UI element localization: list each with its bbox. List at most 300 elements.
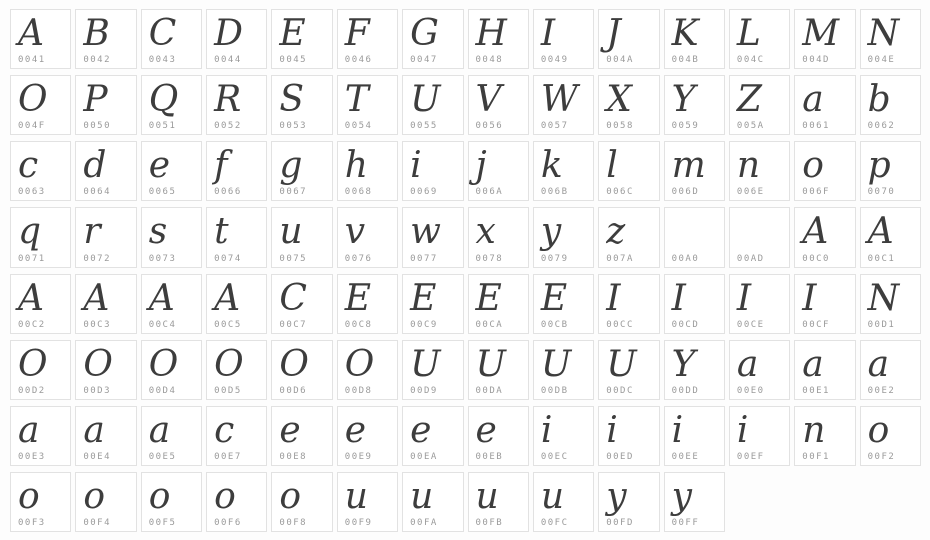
glyph-preview: t xyxy=(214,211,229,253)
glyph-cell xyxy=(664,406,725,466)
glyph-preview: b xyxy=(867,79,891,121)
glyph-cell xyxy=(402,207,463,267)
glyph-cell xyxy=(860,340,921,400)
glyph-cell xyxy=(468,9,529,69)
glyph-preview: A xyxy=(867,211,894,253)
glyph-preview: A xyxy=(148,277,175,319)
glyph-cell xyxy=(533,472,594,532)
glyph-code-label: 004F xyxy=(18,121,46,132)
glyph-preview: u xyxy=(344,475,368,517)
glyph-cell xyxy=(337,406,398,466)
glyph-preview: O xyxy=(18,343,48,385)
glyph-preview: y xyxy=(671,475,692,517)
glyph-cell xyxy=(402,75,463,135)
glyph-preview: i xyxy=(410,145,422,187)
glyph-code-label: 00DA xyxy=(475,385,504,396)
glyph-code-label: 0058 xyxy=(606,121,634,132)
glyph-preview: R xyxy=(214,79,242,121)
glyph-code-label: 0061 xyxy=(802,121,830,132)
glyph-cell xyxy=(10,340,71,400)
glyph-code-label: 00EC xyxy=(540,451,569,462)
glyph-preview: J xyxy=(606,13,621,54)
glyph-cell xyxy=(533,141,594,201)
glyph-cell xyxy=(271,340,332,400)
glyph-cell xyxy=(271,9,332,69)
glyph-preview: Y xyxy=(671,79,696,121)
glyph-preview: X xyxy=(606,79,632,121)
glyph-cell xyxy=(468,340,529,400)
glyph-preview: S xyxy=(279,79,305,121)
glyph-preview: O xyxy=(214,343,244,385)
glyph-cell xyxy=(75,274,136,334)
glyph-code-label: 00C8 xyxy=(344,319,373,330)
glyph-code-label: 00D3 xyxy=(83,385,112,396)
glyph-preview: i xyxy=(606,409,618,451)
glyph-code-label: 00F8 xyxy=(279,518,308,528)
glyph-cell xyxy=(598,340,659,400)
glyph-preview: N xyxy=(867,13,900,54)
glyph-code-label: 0064 xyxy=(83,187,112,198)
glyph-code-label: 00E3 xyxy=(18,451,46,462)
glyph-preview: A xyxy=(18,13,44,54)
glyph-code-label: 004C xyxy=(736,55,765,66)
glyph-preview: o xyxy=(214,475,236,517)
glyph-code-label: 00C3 xyxy=(83,319,112,330)
glyph-cell xyxy=(598,141,659,201)
glyph-code-label: 005A xyxy=(736,121,765,132)
glyph-code-label: 0078 xyxy=(475,253,504,264)
glyph-code-label: 00CF xyxy=(802,319,830,330)
glyph-cell xyxy=(598,75,659,135)
glyph-cell xyxy=(75,406,136,466)
glyph-code-label: 00EE xyxy=(671,451,700,462)
glyph-cell xyxy=(10,472,71,532)
glyph-cell xyxy=(402,340,463,400)
glyph-cell xyxy=(206,9,267,69)
glyph-preview: c xyxy=(214,409,235,451)
glyph-code-label: 00FB xyxy=(475,518,504,528)
glyph-code-label: 0044 xyxy=(214,55,242,66)
glyph-code-label: 0051 xyxy=(148,121,177,132)
glyph-code-label: 00AD xyxy=(736,253,765,264)
glyph-preview: N xyxy=(867,277,900,319)
glyph-preview: e xyxy=(279,409,301,451)
glyph-cell xyxy=(860,75,921,135)
glyph-code-label: 0075 xyxy=(279,253,308,264)
glyph-preview: u xyxy=(410,475,434,517)
glyph-code-label: 00E0 xyxy=(736,385,765,396)
glyph-cell xyxy=(206,274,267,334)
glyph-preview: w xyxy=(410,211,441,253)
glyph-code-label: 006E xyxy=(736,187,765,198)
glyph-code-label: 00F6 xyxy=(214,518,242,528)
glyph-preview: s xyxy=(148,211,168,253)
glyph-preview: D xyxy=(214,13,243,54)
glyph-cell xyxy=(141,274,202,334)
glyph-cell xyxy=(664,9,725,69)
glyph-cell xyxy=(794,274,855,334)
glyph-code-label: 00C5 xyxy=(214,319,242,330)
glyph-preview: o xyxy=(83,475,106,517)
glyph-cell xyxy=(75,340,136,400)
glyph-code-label: 0045 xyxy=(279,55,308,66)
glyph-code-label: 00DD xyxy=(671,385,700,396)
glyph-preview: I xyxy=(736,277,752,319)
glyph-preview: r xyxy=(83,211,101,253)
glyph-preview: u xyxy=(475,475,499,517)
glyph-code-label: 00D2 xyxy=(18,385,46,396)
glyph-preview: q xyxy=(18,211,42,253)
glyph-code-label: 006C xyxy=(606,187,634,198)
glyph-preview: U xyxy=(475,343,506,385)
glyph-code-label: 00C4 xyxy=(148,319,177,330)
glyph-cell xyxy=(533,406,594,466)
glyph-cell xyxy=(206,340,267,400)
glyph-code-label: 0046 xyxy=(344,55,373,66)
glyph-code-label: 0057 xyxy=(540,121,569,132)
glyph-preview: O xyxy=(18,79,48,121)
glyph-preview: H xyxy=(475,13,507,54)
glyph-code-label: 006A xyxy=(475,187,504,198)
glyph-code-label: 0052 xyxy=(214,121,242,132)
glyph-code-label: 00C0 xyxy=(802,253,830,264)
glyph-preview: U xyxy=(410,79,441,121)
glyph-cell xyxy=(337,472,398,532)
glyph-cell xyxy=(794,406,855,466)
glyph-cell xyxy=(729,340,790,400)
glyph-cell xyxy=(533,340,594,400)
glyph-code-label: 0068 xyxy=(344,187,373,198)
glyph-code-label: 00F3 xyxy=(18,518,46,528)
glyph-code-label: 00F9 xyxy=(344,518,373,528)
glyph-code-label: 0056 xyxy=(475,121,504,132)
glyph-code-label: 0055 xyxy=(410,121,438,132)
glyph-cell xyxy=(533,75,594,135)
glyph-preview: o xyxy=(18,475,40,517)
glyph-code-label: 00D1 xyxy=(867,319,896,330)
glyph-cell xyxy=(206,406,267,466)
glyph-code-label: 00E5 xyxy=(148,451,177,462)
glyph-cell xyxy=(794,9,855,69)
glyph-code-label: 0041 xyxy=(18,55,46,66)
glyph-code-label: 0043 xyxy=(148,55,177,66)
glyph-preview: I xyxy=(606,277,621,319)
glyph-code-label: 006B xyxy=(540,187,569,198)
glyph-code-label: 0077 xyxy=(410,253,438,264)
glyph-cell xyxy=(10,207,71,267)
glyph-code-label: 004B xyxy=(671,55,700,66)
glyph-preview: f xyxy=(214,145,228,187)
glyph-code-label: 0066 xyxy=(214,187,242,198)
glyph-cell xyxy=(860,207,921,267)
glyph-cell xyxy=(729,141,790,201)
glyph-code-label: 00CD xyxy=(671,319,700,330)
glyph-cell xyxy=(664,340,725,400)
glyph-code-label: 00E4 xyxy=(83,451,112,462)
glyph-cell xyxy=(598,207,659,267)
glyph-code-label: 00EA xyxy=(410,451,438,462)
glyph-code-label: 007A xyxy=(606,253,634,264)
glyph-cell xyxy=(664,75,725,135)
glyph-preview: V xyxy=(475,79,502,121)
glyph-code-label: 0054 xyxy=(344,121,373,132)
glyph-preview: O xyxy=(344,343,375,385)
glyph-code-label: 00A0 xyxy=(671,253,700,264)
glyph-preview: Z xyxy=(736,79,762,121)
glyph-preview: C xyxy=(279,277,307,319)
glyph-code-label: 00FA xyxy=(410,518,438,528)
glyph-preview: a xyxy=(83,409,105,451)
glyph-preview: y xyxy=(540,211,562,253)
glyph-cell xyxy=(402,141,463,201)
glyph-preview: E xyxy=(540,277,568,319)
glyph-preview: g xyxy=(279,145,303,187)
glyph-cell xyxy=(860,406,921,466)
glyph-cell xyxy=(598,9,659,69)
glyph-code-label: 00F1 xyxy=(802,451,830,462)
glyph-cell xyxy=(402,406,463,466)
glyph-cell xyxy=(10,75,71,135)
glyph-preview: e xyxy=(475,409,497,451)
glyph-cell xyxy=(271,141,332,201)
glyph-preview: W xyxy=(540,79,578,121)
glyph-cell xyxy=(664,141,725,201)
glyph-preview: U xyxy=(606,343,637,385)
glyph-code-label: 0059 xyxy=(671,121,700,132)
glyph-code-label: 00D9 xyxy=(410,385,438,396)
glyph-cell xyxy=(271,75,332,135)
glyph-cell xyxy=(337,340,398,400)
glyph-cell xyxy=(10,406,71,466)
glyph-preview: c xyxy=(18,145,39,187)
glyph-preview: a xyxy=(148,409,171,451)
glyph-cell xyxy=(271,274,332,334)
glyph-code-label: 00CB xyxy=(540,319,569,330)
glyph-code-label: 00C7 xyxy=(279,319,308,330)
glyph-cell xyxy=(402,274,463,334)
glyph-preview: Y xyxy=(671,343,696,385)
glyph-preview: u xyxy=(540,475,565,517)
glyph-cell xyxy=(10,274,71,334)
glyph-cell xyxy=(206,207,267,267)
glyph-preview: j xyxy=(475,145,487,187)
glyph-cell xyxy=(664,207,725,267)
glyph-preview: m xyxy=(671,145,706,187)
glyph-code-label: 0065 xyxy=(148,187,177,198)
glyph-preview: C xyxy=(148,13,177,54)
glyph-code-label: 0076 xyxy=(344,253,373,264)
glyph-preview: h xyxy=(344,145,368,187)
glyph-cell xyxy=(337,274,398,334)
glyph-code-label: 0072 xyxy=(83,253,112,264)
glyph-code-label: 0062 xyxy=(867,121,896,132)
glyph-code-label: 006D xyxy=(671,187,700,198)
glyph-cell xyxy=(402,9,463,69)
glyph-code-label: 0070 xyxy=(867,187,896,198)
glyph-preview: e xyxy=(344,409,367,451)
glyph-cell xyxy=(468,274,529,334)
glyph-code-label: 0067 xyxy=(279,187,308,198)
glyph-code-label: 00ED xyxy=(606,451,634,462)
glyph-preview: B xyxy=(83,13,110,54)
glyph-code-label: 00E1 xyxy=(802,385,830,396)
glyph-cell xyxy=(533,207,594,267)
glyph-cell xyxy=(533,274,594,334)
glyph-cell xyxy=(402,472,463,532)
glyph-cell xyxy=(10,9,71,69)
glyph-preview: a xyxy=(802,79,824,121)
glyph-preview xyxy=(730,208,789,256)
glyph-cell xyxy=(206,141,267,201)
glyph-cell xyxy=(729,207,790,267)
glyph-preview: E xyxy=(410,277,437,319)
glyph-preview: E xyxy=(279,13,306,54)
glyph-preview: i xyxy=(540,409,553,451)
glyph-code-label: 00F2 xyxy=(867,451,896,462)
glyph-cell xyxy=(794,340,855,400)
glyph-code-label: 00FC xyxy=(540,518,569,528)
glyph-preview: a xyxy=(736,343,759,385)
glyph-preview: O xyxy=(83,343,113,385)
glyph-cell xyxy=(75,472,136,532)
glyph-preview: I xyxy=(802,277,817,319)
glyph-preview: p xyxy=(867,145,891,187)
glyph-code-label: 00CC xyxy=(606,319,634,330)
glyph-code-label: 00DC xyxy=(606,385,634,396)
glyph-preview: E xyxy=(475,277,502,319)
glyph-preview xyxy=(665,208,724,256)
glyph-code-label: 00FD xyxy=(606,518,634,528)
glyph-cell xyxy=(794,141,855,201)
glyph-cell xyxy=(860,141,921,201)
glyph-preview: e xyxy=(148,145,171,187)
glyph-cell xyxy=(468,207,529,267)
glyph-preview: A xyxy=(214,277,241,319)
glyph-preview: a xyxy=(802,343,824,385)
glyph-preview: E xyxy=(344,277,372,319)
glyph-code-label: 004A xyxy=(606,55,634,66)
glyph-cell xyxy=(598,472,659,532)
glyph-cell xyxy=(271,472,332,532)
glyph-preview: o xyxy=(802,145,824,187)
glyph-cell xyxy=(337,141,398,201)
glyph-preview: L xyxy=(736,13,761,54)
glyph-cell xyxy=(337,75,398,135)
glyph-code-label: 0049 xyxy=(540,55,569,66)
glyph-cell xyxy=(141,340,202,400)
glyph-cell xyxy=(729,75,790,135)
glyph-preview: F xyxy=(344,13,370,54)
glyph-cell xyxy=(141,406,202,466)
glyph-code-label: 00CA xyxy=(475,319,504,330)
glyph-preview: U xyxy=(540,343,572,385)
glyph-cell xyxy=(729,274,790,334)
glyph-code-label: 00CE xyxy=(736,319,765,330)
glyph-preview: i xyxy=(671,409,684,451)
glyph-preview: o xyxy=(867,409,890,451)
glyph-cell xyxy=(75,75,136,135)
glyph-cell xyxy=(468,406,529,466)
glyph-cell xyxy=(337,207,398,267)
glyph-cell xyxy=(75,207,136,267)
glyph-code-label: 0053 xyxy=(279,121,308,132)
glyph-preview: I xyxy=(540,13,556,54)
glyph-code-label: 0079 xyxy=(540,253,569,264)
glyph-code-label: 0042 xyxy=(83,55,112,66)
glyph-preview: y xyxy=(606,475,627,517)
glyph-code-label: 00F5 xyxy=(148,518,177,528)
glyph-code-label: 0047 xyxy=(410,55,438,66)
glyph-cell xyxy=(75,9,136,69)
glyph-preview: k xyxy=(540,145,563,187)
glyph-code-label: 0071 xyxy=(18,253,46,264)
glyph-preview: n xyxy=(802,409,826,451)
glyph-cell xyxy=(729,9,790,69)
glyph-code-label: 00D5 xyxy=(214,385,242,396)
glyph-cell xyxy=(598,274,659,334)
glyph-preview: M xyxy=(802,13,840,54)
glyph-cell xyxy=(468,472,529,532)
glyph-preview: A xyxy=(18,277,44,319)
glyph-preview: i xyxy=(736,409,749,451)
glyph-code-label: 00D4 xyxy=(148,385,177,396)
glyph-code-label: 00EF xyxy=(736,451,765,462)
glyph-preview: o xyxy=(148,475,171,517)
glyph-cell xyxy=(598,406,659,466)
glyph-cell xyxy=(206,472,267,532)
glyph-cell xyxy=(141,75,202,135)
glyph-code-label: 006F xyxy=(802,187,830,198)
glyph-cell xyxy=(533,9,594,69)
glyph-cell xyxy=(141,472,202,532)
glyph-code-label: 0048 xyxy=(475,55,504,66)
glyph-code-label: 00E9 xyxy=(344,451,373,462)
glyph-code-label: 0073 xyxy=(148,253,177,264)
glyph-code-label: 00E8 xyxy=(279,451,308,462)
glyph-preview: P xyxy=(83,79,108,121)
glyph-cell xyxy=(271,406,332,466)
glyph-preview: e xyxy=(410,409,432,451)
glyph-cell xyxy=(10,141,71,201)
glyph-cell xyxy=(860,9,921,69)
glyph-code-label: 00DB xyxy=(540,385,569,396)
glyph-code-label: 004D xyxy=(802,55,830,66)
glyph-code-label: 00D8 xyxy=(344,385,373,396)
glyph-code-label: 00EB xyxy=(475,451,504,462)
glyph-cell xyxy=(337,9,398,69)
glyph-preview: K xyxy=(671,13,699,54)
glyph-cell xyxy=(468,75,529,135)
glyph-code-label: 0069 xyxy=(410,187,438,198)
glyph-preview: T xyxy=(344,79,369,121)
glyph-code-label: 00E7 xyxy=(214,451,242,462)
glyph-cell xyxy=(141,141,202,201)
glyph-preview: u xyxy=(279,211,303,253)
glyph-preview: v xyxy=(344,211,366,253)
glyph-code-label: 0063 xyxy=(18,187,46,198)
glyph-cell xyxy=(794,207,855,267)
glyph-code-label: 00C1 xyxy=(867,253,896,264)
glyph-code-label: 0074 xyxy=(214,253,242,264)
glyph-cell xyxy=(860,274,921,334)
glyph-preview: O xyxy=(148,343,179,385)
glyph-preview: a xyxy=(867,343,890,385)
glyph-preview: z xyxy=(606,211,626,253)
glyph-cell xyxy=(206,75,267,135)
glyph-preview: U xyxy=(410,343,441,385)
glyph-cell xyxy=(664,274,725,334)
glyph-cell xyxy=(271,207,332,267)
